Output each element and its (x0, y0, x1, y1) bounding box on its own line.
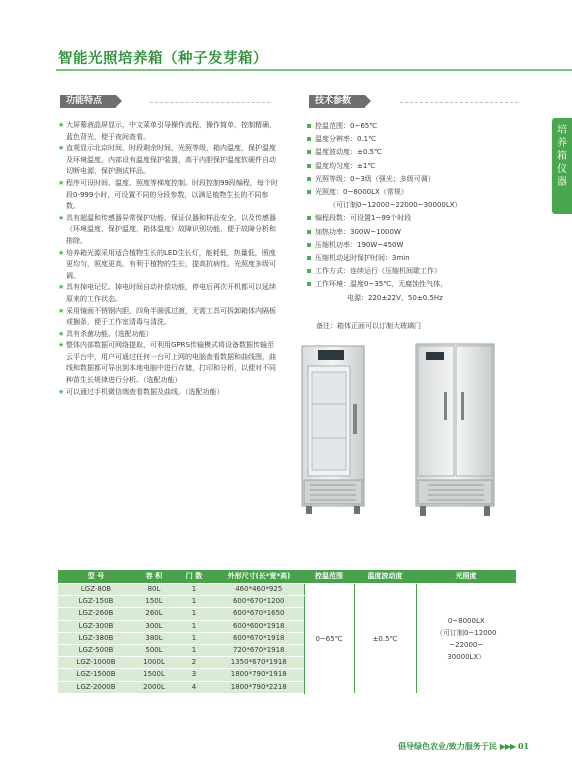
col-header-dimensions: 外形尺寸(长*宽*高) (214, 570, 304, 584)
star-bullet-icon: ★ (58, 121, 65, 129)
square-bullet-icon (307, 177, 311, 181)
cell-doors: 4 (174, 681, 214, 693)
cell-doors: 2 (174, 657, 214, 669)
cell-dimensions: 720*670*1918 (214, 645, 304, 657)
param-text: 温度波动度：±0.5℃ (315, 148, 382, 157)
cell-temp-range: 0~65℃ (304, 584, 354, 694)
param-text: 控温范围：0~65℃ (315, 122, 378, 130)
star-bullet-icon: ★ (58, 306, 65, 315)
table-row (58, 584, 516, 596)
param-item (307, 160, 537, 173)
param-item (307, 239, 537, 252)
cell-dimensions: 460*460*925 (214, 584, 304, 596)
params-note: 备注：箱体正面可以订制大玻璃门 (316, 322, 421, 330)
feature-item (58, 329, 278, 341)
feature-text: 程序可设时间、温度、照度等梯度控制。时段控制99段编程，每个时段0-999小时，可设置不同的分段参数，以满足植物生长的不同参数。 (66, 178, 278, 211)
cell-fluctuation: ±0.5℃ (354, 584, 416, 694)
cell-doors: 1 (174, 608, 214, 620)
feature-text: 采用镜面不锈钢内胆，四角半圆弧过渡，无需工具可拆卸箱体内隔板或搁条，便于工作室清毒与清洗。 (66, 306, 276, 327)
cell-dimensions: 600*670*1918 (214, 632, 304, 644)
cell-model: LGZ-150B (58, 596, 134, 608)
param-text: 压缩机功率：190W~450W (315, 240, 404, 249)
feature-item (58, 178, 278, 213)
side-tab-char: 仪 (557, 164, 567, 175)
cell-doors: 1 (174, 620, 214, 632)
param-subline: 电源：220±22V、50±0.5Hz (347, 293, 443, 302)
double-door-cabinet-image (414, 342, 498, 526)
cell-doors: 1 (174, 584, 214, 596)
param-text: 光照等级：0~3级（强光；多级可调） (315, 174, 435, 183)
param-text: 编程段数：可设置1~99个时段 (315, 214, 412, 223)
param-item (307, 278, 537, 291)
side-category-tab (552, 118, 572, 214)
square-bullet-icon (307, 230, 311, 234)
col-header-model: 型 号 (58, 570, 134, 584)
cell-model: LGZ-500B (58, 645, 134, 657)
cell-illuminance (416, 584, 516, 694)
params-heading: 技术参数 (309, 95, 365, 108)
param-text: 加热功率：300W~1000W (315, 227, 401, 236)
star-bullet-icon: ★ (58, 341, 65, 350)
illuminance-line: ~22000~ (449, 640, 484, 649)
col-header-volume: 容 积 (134, 570, 174, 584)
square-bullet-icon (307, 164, 311, 168)
cell-volume: 260L (134, 608, 174, 620)
cell-doors: 1 (174, 645, 214, 657)
cell-dimensions: 1800*790*1918 (214, 669, 304, 681)
param-item (307, 212, 537, 225)
param-item (307, 265, 537, 278)
cell-volume: 1000L (134, 657, 174, 669)
feature-text: 可以通过手机微信端查看数据及曲线。（选配功能） (66, 387, 224, 396)
col-header-fluctuation: 温度波动度 (354, 570, 416, 584)
cell-model: LGZ-300B (58, 620, 134, 632)
page-title: 智能光照培养箱（种子发芽箱） (58, 51, 268, 67)
cell-model: LGZ-1500B (58, 669, 134, 681)
cell-volume: 2000L (134, 681, 174, 693)
square-bullet-icon (307, 124, 311, 128)
params-list (307, 120, 537, 305)
feature-item (58, 306, 278, 329)
col-header-illuminance: 光照度 (416, 570, 516, 584)
cell-dimensions: 600*600*1918 (214, 620, 304, 632)
square-bullet-icon (307, 243, 311, 247)
star-bullet-icon: ★ (58, 248, 65, 257)
cell-model: LGZ-380B (58, 632, 134, 644)
cell-volume: 380L (134, 632, 174, 644)
param-subline: （可订制0~12000~22000~30000LX） (329, 201, 462, 210)
side-tab-char: 箱 (557, 151, 567, 162)
feature-item (58, 213, 278, 248)
cell-model: LGZ-260B (58, 608, 134, 620)
feature-text: 具有掉电记忆、掉电时间自动补偿功能，停电后再次开机都可以延续原来的工作状态。 (66, 283, 276, 303)
feature-item (58, 248, 278, 283)
square-bullet-icon (307, 256, 311, 260)
feature-item (58, 120, 278, 143)
page-number: 01 (517, 741, 530, 751)
param-text: 光照度：0~8000LX（常规） (315, 188, 408, 197)
illuminance-line: 0~8000LX (447, 616, 485, 625)
illuminance-line: （可订制0~12000 (435, 628, 497, 637)
star-bullet-icon: ★ (58, 144, 65, 153)
table-header-row (58, 570, 516, 584)
param-item (307, 133, 537, 146)
cell-dimensions: 600*670*1650 (214, 608, 304, 620)
cell-volume: 300L (134, 620, 174, 632)
feature-item (58, 143, 278, 178)
cell-dimensions: 1800*790*2218 (214, 681, 304, 693)
params-heading-rule (400, 102, 518, 103)
param-text: 工作环境：温度0~35℃，无腐蚀性气体， (315, 280, 448, 289)
param-text: 工作方式：连续运行（压缩机间歇工作） (315, 267, 441, 276)
col-header-temp-range: 控温范围 (304, 570, 354, 584)
param-text: 温度均匀度：±1℃ (315, 161, 376, 170)
features-list (58, 120, 278, 398)
features-heading: 功能特点 (60, 95, 116, 108)
feature-text: 培养箱光源采用适合植物生长的LED生长灯，能耗低，热量低，照度更均匀，照度更高，有利于植物的生长，提高抗病性。光照度多级可调。 (66, 248, 276, 280)
cell-model: LGZ-2000B (58, 681, 134, 693)
feature-text: 大屏幕液晶屏显示，中文菜单引导操作流程，操作简单，控制精确，蓝色背光，便于夜间查看。 (66, 121, 276, 141)
spec-table (58, 570, 516, 694)
footer-slogan: 倡导绿色农业/致力服务于民 (398, 741, 497, 751)
feature-item (58, 340, 278, 386)
param-item (307, 226, 537, 239)
cell-dimensions: 1350*670*1918 (214, 657, 304, 669)
square-bullet-icon (307, 190, 311, 194)
star-bullet-icon: ★ (58, 178, 65, 187)
illuminance-line: 30000LX） (447, 652, 486, 661)
param-item (307, 186, 537, 199)
star-bullet-icon: ★ (58, 387, 65, 396)
page-footer (398, 741, 529, 752)
feature-item (58, 387, 278, 399)
square-bullet-icon (307, 216, 311, 220)
star-bullet-icon: ★ (58, 329, 65, 338)
param-item (307, 173, 537, 186)
cell-model: LGZ-80B (58, 584, 134, 596)
param-item (307, 120, 537, 133)
cell-volume: 500L (134, 645, 174, 657)
feature-text: 整体内部数据可网络提取，可利用GPRS传输模式将设备数据传输至云平台中，用户可通过任何一台可上网的电脑查看数据和曲线图，曲线和数据都可导出到本地电脑中进行存储，打印和分析，以便对不同种苗生长规律进行分析。（选配功能） (66, 341, 276, 385)
cell-model: LGZ-1000B (58, 657, 134, 669)
square-bullet-icon (307, 269, 311, 273)
feature-text: 具有超温和传感器异常保护功能，保证仪器和样品安全，以及传感器（环境温度，保护温度，箱体温度）故障识别功能，便于故障分析和排除。 (66, 213, 276, 245)
square-bullet-icon (307, 137, 311, 141)
feature-item (58, 282, 278, 305)
triple-arrow-icon: ▶▶▶ (499, 741, 516, 751)
star-bullet-icon: ★ (58, 283, 65, 292)
param-text: 温度分辨率：0.1℃ (315, 135, 376, 144)
cell-doors: 3 (174, 669, 214, 681)
param-item (307, 146, 537, 159)
param-item (307, 252, 537, 265)
cell-volume: 80L (134, 584, 174, 596)
side-tab-char: 培 (557, 125, 567, 136)
cell-volume: 150L (134, 596, 174, 608)
square-bullet-icon (307, 282, 311, 286)
feature-text: 具有杀菌功能。(选配功能） (66, 329, 153, 338)
side-tab-char: 器 (557, 177, 567, 188)
cell-doors: 1 (174, 632, 214, 644)
side-tab-char: 养 (557, 138, 567, 149)
single-door-cabinet-image (300, 344, 370, 526)
square-bullet-icon (307, 150, 311, 154)
feature-text: 直观显示北京时间，时段剩余时间，光照等级，箱内温度，保护温度及环境温度。内部设有温度保护装置，高于内胆保护温度软硬件自动切断电源，保护测试样品。 (66, 144, 276, 176)
features-heading-rule (150, 102, 270, 103)
cell-volume: 1500L (134, 669, 174, 681)
col-header-doors: 门 数 (174, 570, 214, 584)
star-bullet-icon: ★ (58, 213, 65, 222)
title-rule (56, 69, 572, 71)
cell-dimensions: 600*670*1200 (214, 596, 304, 608)
param-text: 压缩机动延时保护时间：3min (315, 254, 410, 263)
cell-doors: 1 (174, 596, 214, 608)
